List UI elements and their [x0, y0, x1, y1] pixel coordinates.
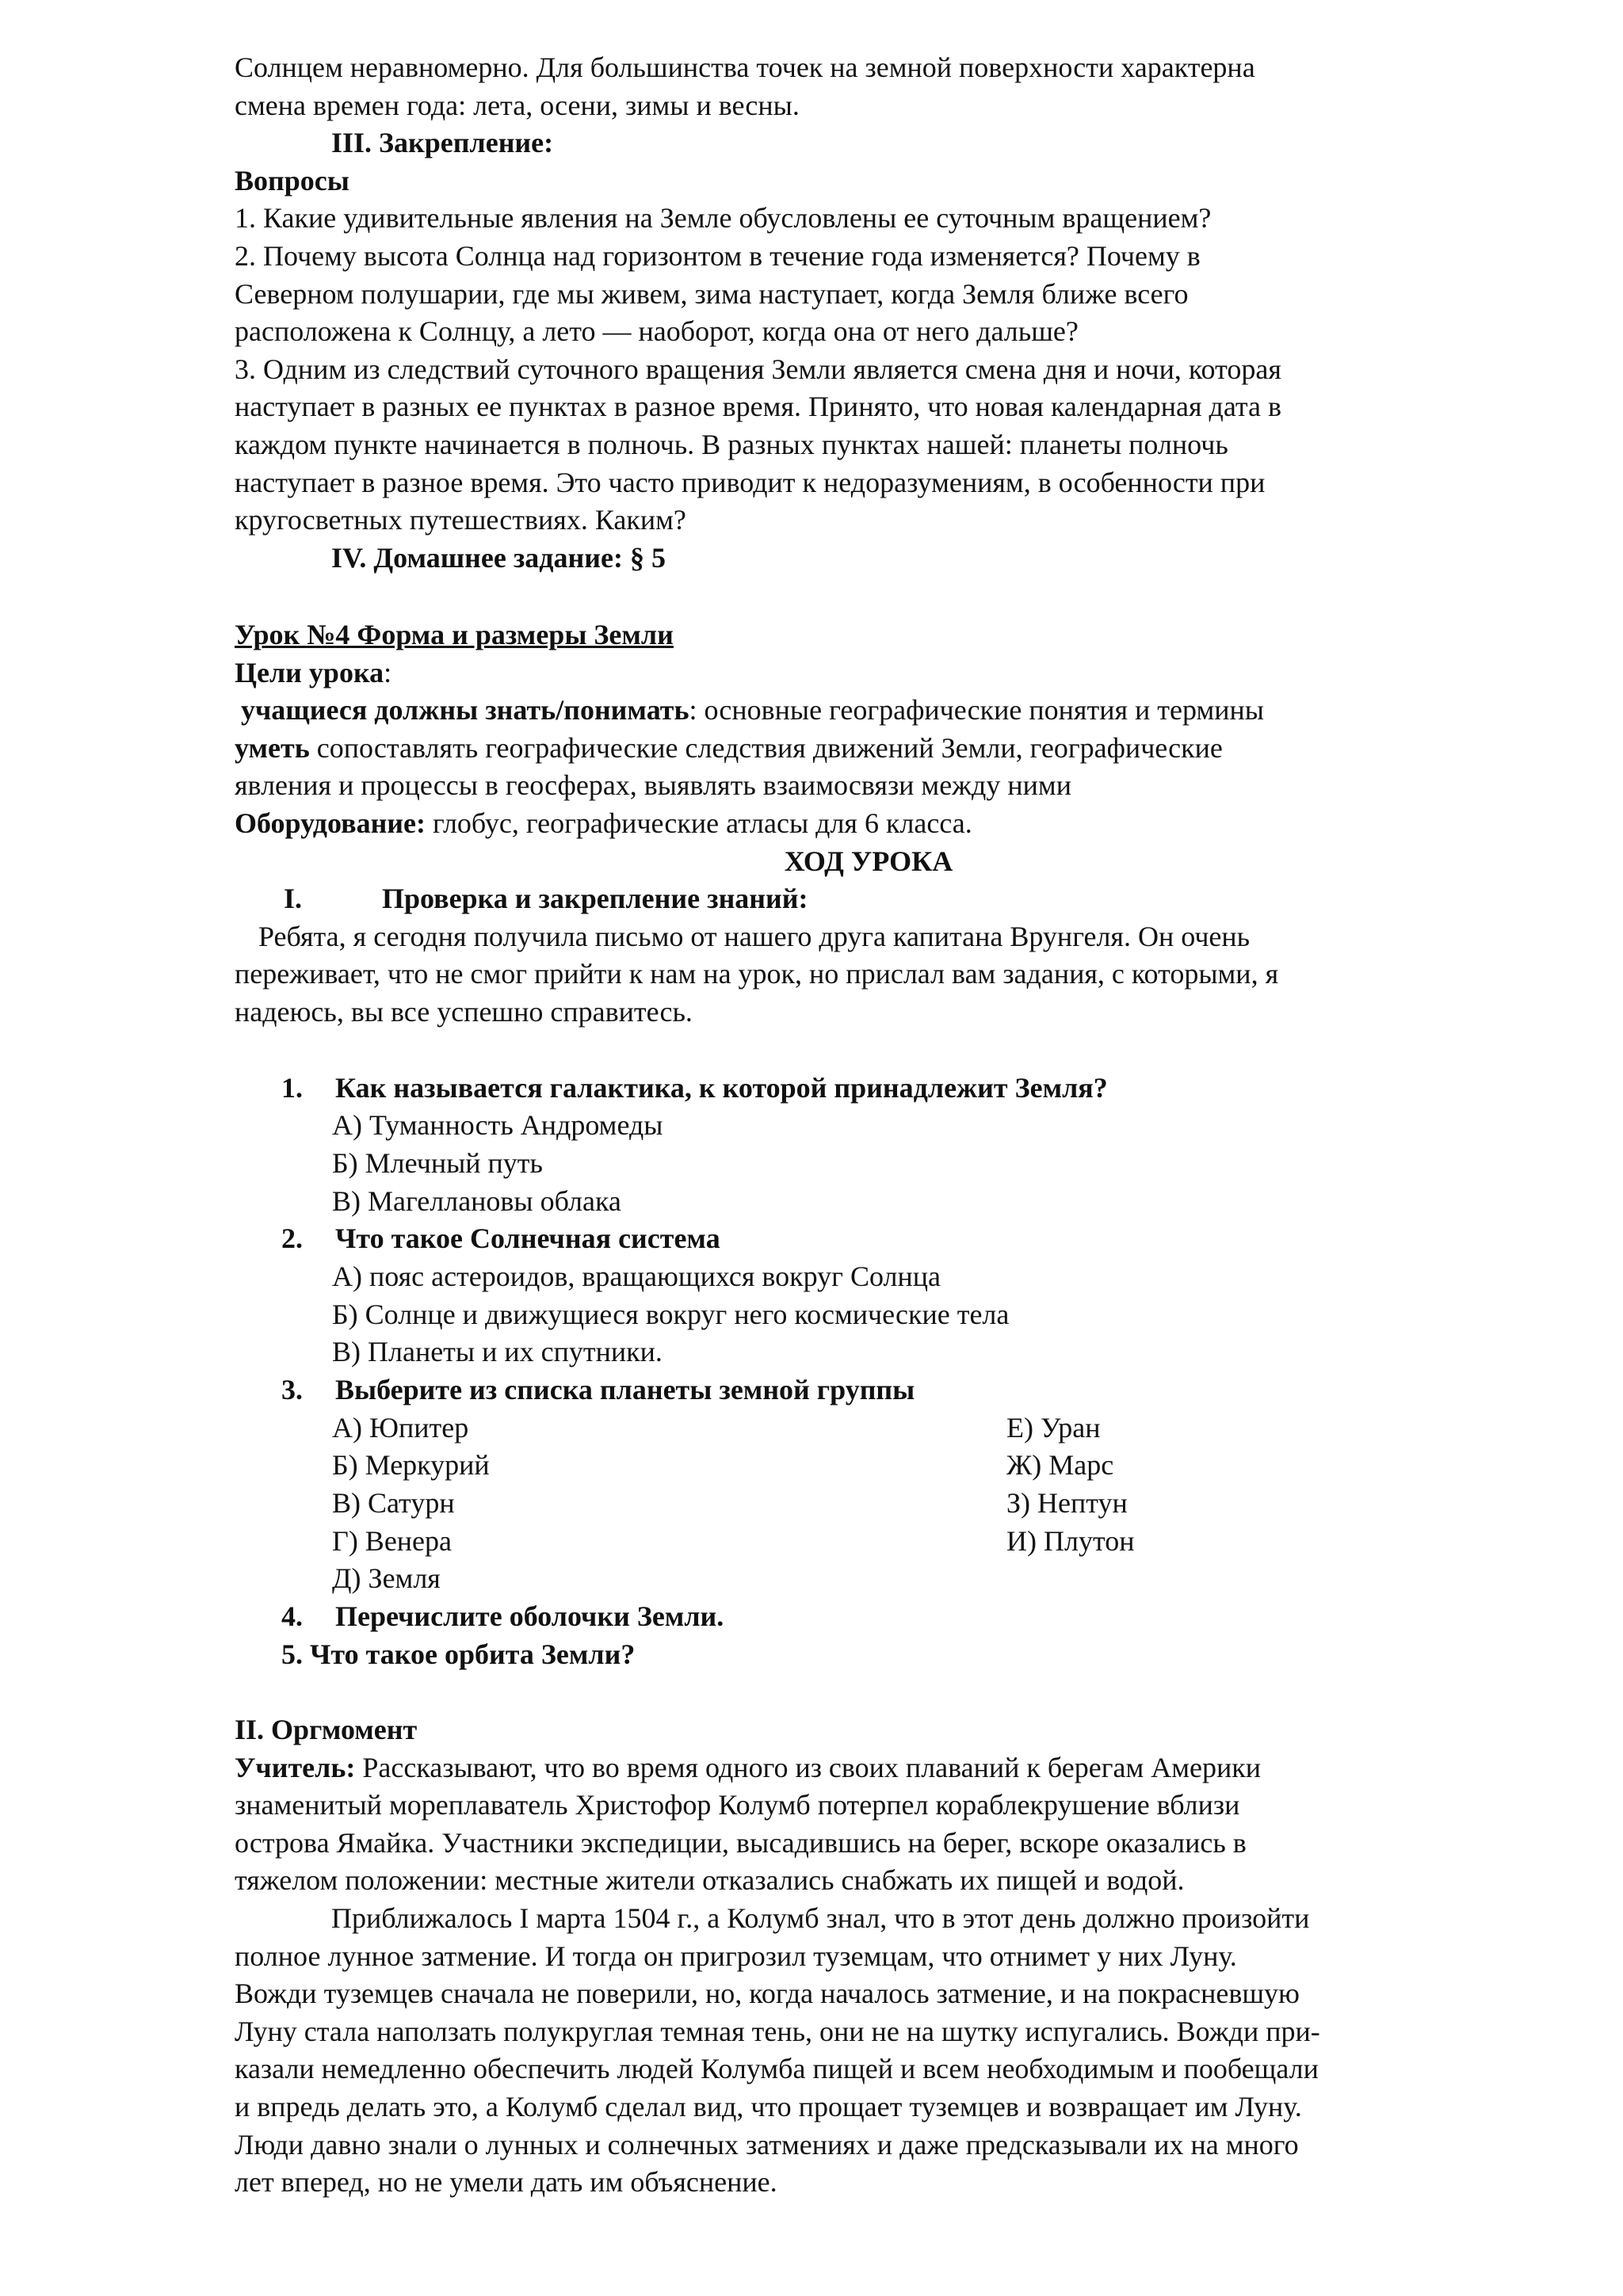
question-text: Перечислите оболочки Земли.	[335, 1600, 724, 1632]
quiz-option: А) пояс астероидов, вращающихся вокруг Солнца	[332, 1261, 941, 1292]
section-heading: III. Закрепление:	[331, 127, 554, 159]
can-text: сопоставлять географические следствия движений Земли, географические	[309, 731, 1223, 764]
text-line: Приближалось I марта 1504 г., а Колумб знал, что в этот день должно произойти	[331, 1901, 1310, 1934]
check-heading	[235, 880, 1503, 918]
text-line: и впредь делать это, а Колумб сделал вид, что прощает туземцев и возвращает им Луну.	[235, 2090, 1302, 2122]
text-line: знаменитый мореплаватель Христофор Колумб потерпел кораблекрушение вблизи	[235, 1789, 1240, 1821]
question-number: 2.	[281, 1222, 303, 1254]
check-title: Проверка и закрепление знаний:	[382, 883, 808, 915]
question-number: 4.	[281, 1600, 303, 1632]
question-number: 3.	[281, 1374, 303, 1405]
goals-colon: :	[384, 656, 392, 688]
quiz-question-5: 5. Что такое орбита Земли?	[281, 1638, 636, 1670]
homework-heading: IV. Домашнее задание: § 5	[331, 541, 666, 574]
quiz-option: Б) Солнце и движущиеся вокруг него космические тела	[332, 1299, 1010, 1330]
lesson-section	[235, 616, 1503, 1032]
quiz-option: А) Туманность Андромеды	[332, 1109, 663, 1141]
org-section	[235, 1711, 1503, 2202]
quiz-question-3	[281, 1371, 915, 1409]
question-text: Как называется галактика, к которой принадлежит Земля?	[335, 1072, 1108, 1104]
text-line: Солнцем неравномерно. Для большинства точек на земной поверхности характерна	[235, 51, 1255, 83]
equipment-line	[235, 805, 1503, 843]
quiz-question-4	[281, 1598, 724, 1636]
questions-title: Вопросы	[235, 164, 349, 196]
org-heading: II. Оргмомент	[235, 1714, 418, 1745]
teacher-text: Рассказывают, что во время одного из своих плаваний к берегам Америки	[355, 1751, 1262, 1783]
intro-line: надеюсь, вы все успешно справитесь.	[235, 995, 693, 1028]
can-line-2: явления и процессы в геосферах, выявлять взаимосвязи между ними	[235, 769, 1071, 802]
know-text: : основные географические понятия и термины	[689, 694, 1264, 727]
question-text: Что такое Солнечная система	[335, 1222, 720, 1254]
quiz-question-1	[281, 1070, 1108, 1108]
can-line	[235, 730, 1503, 768]
quiz-option: Б) Млечный путь	[332, 1147, 543, 1179]
quiz-option: В) Сатурн	[332, 1487, 455, 1519]
know-label: учащиеся должны знать/понимать	[241, 694, 689, 727]
question-line: расположена к Солнцу, а лето — наоборот, когда она от него дальше?	[235, 315, 1079, 348]
question-line: наступает в разных ее пунктах в разное время. Принято, что новая календарная дата в	[235, 391, 1282, 423]
question-number: 1.	[281, 1072, 303, 1104]
can-label: уметь	[235, 731, 310, 764]
text-line: тяжелом положении: местные жители отказались снабжать их пищей и водой.	[235, 1864, 1185, 1897]
text-line: Люди давно знали о лунных и солнечных затмениях и даже предсказывали их на много	[235, 2128, 1299, 2161]
equipment-label: Оборудование:	[235, 807, 426, 839]
top-section	[235, 49, 1503, 577]
quiz-option: В) Магеллановы облака	[332, 1185, 621, 1217]
quiz-option: Б) Меркурий	[332, 1449, 490, 1481]
text-line: смена времен года: лета, осени, зимы и весны.	[235, 89, 800, 121]
question-line: кругосветных путешествиях. Каким?	[235, 504, 686, 536]
question-line: наступает в разное время. Это часто приводит к недоразумениям, в особенности при	[235, 466, 1266, 498]
question-line: каждом пункте начинается в полночь. В разных пунктах нашей: планеты полночь	[235, 428, 1228, 460]
quiz-option: А) Юпитер	[332, 1412, 469, 1444]
intro-line: Ребята, я сегодня получила письмо от нашего друга капитана Врунгеля. Он очень	[258, 920, 1251, 952]
quiz-option: Ж) Марс	[1006, 1449, 1114, 1481]
question-line: 3. Одним из следствий суточного вращения Земли является смена дня и ночи, которая	[235, 353, 1281, 385]
question-line: 1. Какие удивительные явления на Земле обусловлены ее суточным вращением?	[235, 202, 1212, 235]
quiz-option: З) Нептун	[1006, 1487, 1128, 1519]
quiz-option: Г) Венера	[332, 1525, 453, 1557]
quiz-option: Е) Уран	[1006, 1412, 1101, 1444]
quiz-question-2	[281, 1220, 720, 1258]
teacher-line	[235, 1749, 1503, 1787]
course-heading: ХОД УРОКА	[784, 845, 953, 877]
text-line: Вожди туземцев сначала не поверили, но, когда началось затмение, и на покрасневшую	[235, 1978, 1300, 2010]
text-line: острова Ямайка. Участники экспедиции, высадившись на берег, вскоре оказались в	[235, 1826, 1247, 1859]
question-line: 2. Почему высота Солнца над горизонтом в течение года изменяется? Почему в	[235, 239, 1201, 272]
check-num: I.	[284, 883, 303, 915]
know-line	[235, 692, 1503, 730]
quiz-option: В) Планеты и их спутники.	[332, 1336, 663, 1367]
text-line: полное лунное затмение. И тогда он пригрозил туземцам, что отнимет у них Луну.	[235, 1939, 1237, 1972]
goals-line	[235, 654, 1503, 692]
quiz-option: Д) Земля	[332, 1562, 441, 1594]
text-line: Луну стала наползать полукруглая темная тень, они не на шутку испугались. Вожди при-	[235, 2015, 1320, 2047]
text-line: лет вперед, но не умели дать им объяснение.	[235, 2166, 777, 2199]
question-line: Северном полушарии, где мы живем, зима наступает, когда Земля ближе всего	[235, 277, 1189, 310]
lesson-title: Урок №4 Форма и размеры Земли	[235, 619, 674, 650]
text-line: казали немедленно обеспечить людей Колумба пищей и всем необходимым и пообещали	[235, 2053, 1319, 2085]
intro-line: переживает, что не смог прийти к нам на урок, но прислал вам задания, с которыми, я	[235, 958, 1279, 990]
question-text: Выберите из списка планеты земной группы	[335, 1374, 915, 1405]
equipment-text: глобус, географические атласы для 6 класса.	[426, 807, 972, 839]
quiz-option: И) Плутон	[1006, 1525, 1135, 1557]
teacher-label: Учитель:	[235, 1751, 356, 1783]
goals-label: Цели урока	[235, 656, 384, 688]
